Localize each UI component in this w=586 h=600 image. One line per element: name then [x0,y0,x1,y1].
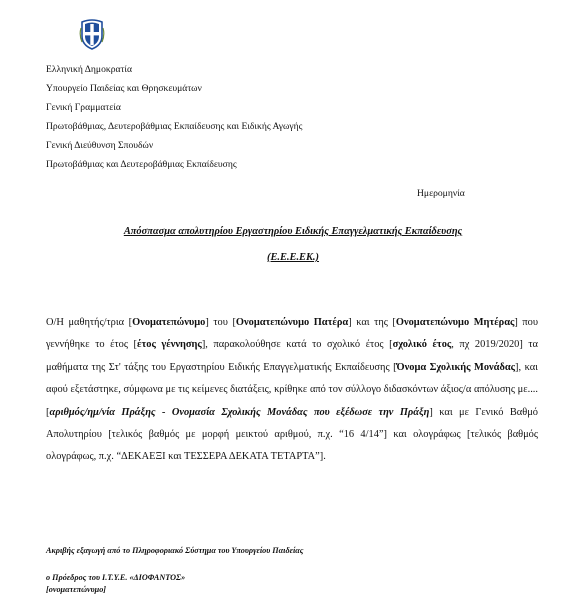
body-text: ] του [ [205,317,236,328]
header-line-directorate: Γενική Διεύθυνση Σπουδών [46,140,154,151]
header-line-general-secretariat: Γενική Γραμματεία [46,102,121,113]
header-line-ministry: Υπουργείο Παιδείας και Θρησκευμάτων [46,83,202,94]
mother-name-placeholder: Ονοματεπώνυμο Μητέρας [395,317,515,328]
act-reference-placeholder: αριθμός/ημ/νία Πράξης - Ονομασία Σχολικής Μονάδας που εξέδωσε την Πράξη [49,406,430,418]
header-line-education-levels: Πρωτοβάθμιας, Δευτεροβάθμιας Εκπαίδευσης και Ειδικής Αγωγής [46,121,303,132]
body-text: ], παρακολούθησε κατά το σχολικό έτος [ [201,339,393,351]
body-text: Ο/Η μαθητής/τρια [ [46,317,133,328]
body-text: ], και αφού εξετάστηκε, σύμφωνα με τις κείμενες διατάξεις, κρίθηκε από τον σύλλογο διδασκόντων άξιος/α απόλυσης με.... [ [46,361,538,418]
header-line-directorate-scope: Πρωτοβάθμιας και Δευτεροβάθμιας Εκπαίδευσης [46,159,237,170]
body-text: , πχ 2019/2020] τα μαθήματα της Στ' τάξης του Εργαστηρίου Ειδικής Επαγγελματικής Εκπαίδευσης [ [46,339,538,373]
date-label: Ημερομηνία [417,188,465,199]
father-name-placeholder: Ονοματεπώνυμο Πατέρα [235,317,349,328]
president-signature-label: ο Πρόεδρος του Ι.Τ.Υ.Ε. «ΔΙΟΦΑΝΤΟΣ» [46,573,186,582]
document-subtitle: (Ε.Ε.Ε.ΕΚ.) [267,252,319,263]
president-name-placeholder: [ονοματεπώνυμο] [46,585,107,594]
body-text: ] και της [ [348,317,396,328]
school-name-placeholder: Όνομα Σχολικής Μονάδας [396,361,516,373]
greek-coat-of-arms-icon [79,18,105,50]
birth-year-placeholder: έτος γέννησης [137,339,202,351]
issuing-authority-header [46,60,302,174]
certificate-body [46,312,538,469]
body-text: ] που γεννήθηκε το έτος [ [46,317,538,351]
system-extract-note: Ακριβής εξαγωγή από το Πληροφοριακό Σύστημα του Υπουργείου Παιδείας [46,546,304,555]
header-line-republic: Ελληνική Δημοκρατία [46,64,132,75]
school-year-placeholder: σχολικό έτος [392,339,452,351]
student-name-placeholder: Ονοματεπώνυμο [132,317,206,328]
document-title: Απόσπασμα απολυτηρίου Εργαστηρίου Ειδικής Επαγγελματικής Εκπαίδευσης [123,226,463,237]
body-text: ] και με Γενικό Βαθμό Απολυτηρίου [τελικός βαθμός με μορφή μεικτού αριθμού, π.χ. “16 4/14”] και ολογράφως [τελικός βαθμός ολογράφως, π.χ. “ΔΕΚΑΕΞΙ και ΤΕΣΣΕΡΑ ΔΕΚΑΤΑ ΤΕΤΑΡΤΑ”]. [46,406,538,463]
